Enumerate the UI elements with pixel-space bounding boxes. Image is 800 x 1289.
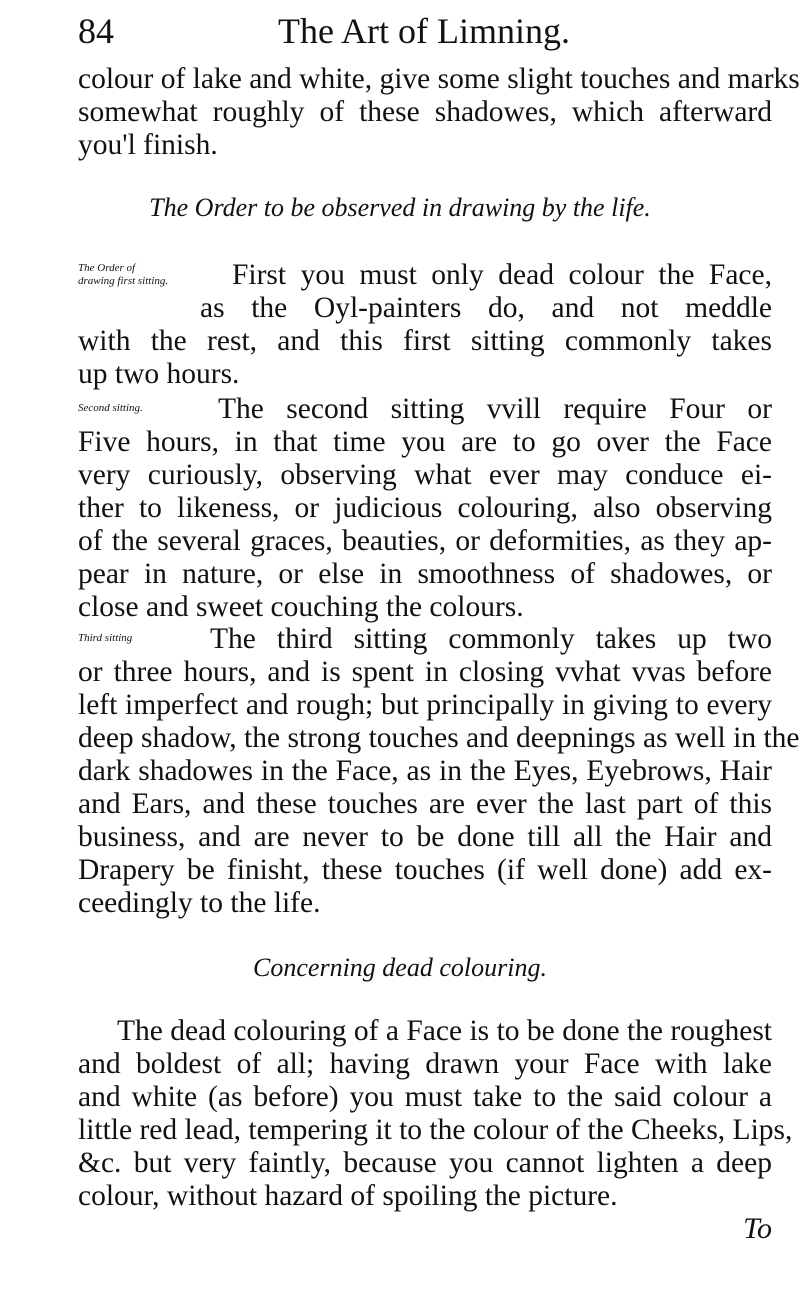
- text-line: up two hours.: [78, 358, 240, 390]
- text-line: Five hours, in that time you are to go over the Face: [78, 426, 772, 458]
- text-line: colour, without hazard of spoiling the picture.: [78, 1180, 618, 1212]
- text-line: The second sitting vvill require Four or: [218, 393, 772, 425]
- text-line: close and sweet couching the colours.: [78, 591, 524, 623]
- text-line: business, and are never to be done till all the Hair and: [78, 821, 772, 853]
- text-line: somewhat roughly of these shadowes, which afterward: [78, 96, 772, 128]
- text-line: dark shadowes in the Face, as in the Eyes, Eyebrows, Hair: [78, 755, 772, 787]
- text-line: and boldest of all; having drawn your Face with lake: [78, 1048, 772, 1080]
- text-line: colour of lake and white, give some slight touches and marks: [78, 63, 800, 95]
- text-line: little red lead, tempering it to the colour of the Cheeks, Lips,: [78, 1114, 793, 1146]
- margin-note: Second sitting.: [78, 402, 143, 414]
- text-line: ther to likeness, or judicious colouring, also observing: [78, 492, 772, 524]
- text-line: ceedingly to the life.: [78, 887, 321, 919]
- text-line: Drapery be finisht, these touches (if well done) add ex-: [78, 854, 772, 886]
- margin-note: The Order of drawing first sitting.: [78, 262, 169, 287]
- catchword: To: [743, 1212, 772, 1245]
- text-line: The third sitting commonly takes up two: [210, 623, 772, 655]
- text-line: with the rest, and this first sitting commonly takes: [78, 325, 772, 357]
- running-title: The Art of Limning.: [278, 11, 570, 51]
- page-number: 84: [78, 11, 114, 51]
- text-line: very curiously, observing what ever may conduce ei-: [78, 459, 772, 491]
- text-line: First you must only dead colour the Face,: [232, 259, 772, 291]
- text-line: &c. but very faintly, because you cannot lighten a deep: [78, 1147, 772, 1179]
- margin-note: Third sitting: [78, 632, 133, 644]
- section-heading: Concerning dead colouring.: [253, 953, 547, 982]
- text-line: The dead colouring of a Face is to be done the roughest: [117, 1015, 772, 1047]
- text-line: as the Oyl-painters do, and not meddle: [200, 292, 772, 324]
- text-line: or three hours, and is spent in closing vvhat vvas before: [78, 656, 772, 688]
- text-line: deep shadow, the strong touches and deepnings as well in the: [78, 722, 800, 754]
- text-line: left imperfect and rough; but principally in giving to every: [78, 689, 772, 721]
- text-line: and Ears, and these touches are ever the last part of this: [78, 788, 772, 820]
- section-heading: The Order to be observed in drawing by the life.: [149, 193, 651, 222]
- text-line: pear in nature, or else in smoothness of shadowes, or: [78, 558, 772, 590]
- text-line: and white (as before) you must take to the said colour a: [78, 1081, 772, 1113]
- text-line: you'l finish.: [78, 129, 218, 161]
- page-header: [78, 10, 768, 58]
- text-line: of the several graces, beauties, or deformities, as they ap-: [78, 525, 772, 557]
